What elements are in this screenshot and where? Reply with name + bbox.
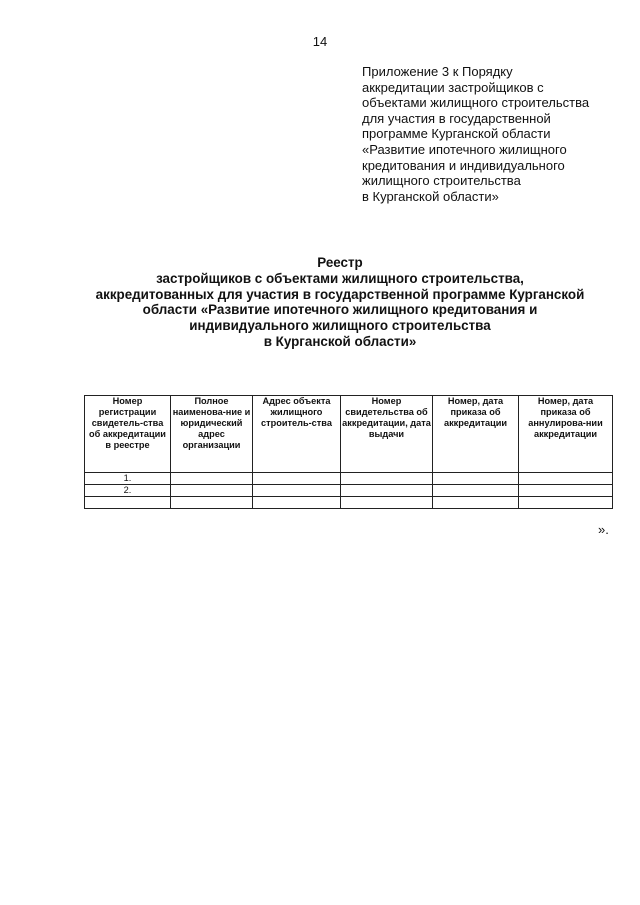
table-cell (433, 485, 519, 497)
title-line: в Курганской области» (263, 333, 417, 349)
title-line: Реестр (317, 255, 363, 270)
appendix-line: жилищного строительства (362, 173, 521, 189)
table-cell (171, 485, 253, 497)
table-cell (253, 473, 341, 485)
appendix-line: в Курганской области» (362, 188, 499, 204)
header-accreditation-order: Номер, дата приказа об аккредитации (433, 396, 519, 473)
closing-quote-mark: ». (598, 522, 609, 537)
table-row (85, 473, 613, 485)
table-cell (341, 473, 433, 485)
table-cell (85, 497, 171, 509)
header-organization-name: Полное наименова-ние и юридический адрес организации (171, 396, 253, 473)
table-row (85, 497, 613, 509)
table-cell (341, 497, 433, 509)
appendix-line: аккредитации застройщиков с (362, 79, 544, 95)
table-cell (171, 497, 253, 509)
title-line: области «Развитие ипотечного жилищного кредитования и (142, 302, 538, 318)
table-header-row (85, 396, 613, 473)
header-annulment-order: Номер, дата приказа об аннулирова-нии аккредитации (519, 396, 613, 473)
registry-title (60, 255, 620, 350)
table-cell (253, 485, 341, 497)
table-cell (341, 485, 433, 497)
appendix-line: «Развитие ипотечного жилищного (362, 141, 567, 157)
title-line: аккредитованных для участия в государственной программе Курганской (95, 286, 585, 302)
registry-table (84, 395, 613, 509)
appendix-note (362, 64, 632, 204)
appendix-line: программе Курганской области (362, 126, 551, 142)
table-cell (253, 497, 341, 509)
table-cell (519, 485, 613, 497)
table-cell: 2. (85, 485, 171, 497)
title-line: индивидуального жилищного строительства (189, 318, 491, 334)
table-cell (433, 473, 519, 485)
appendix-line: объектами жилищного строительства (362, 95, 590, 111)
table-row (85, 485, 613, 497)
table-cell (519, 473, 613, 485)
header-object-address: Адрес объекта жилищного строитель-ства (253, 396, 341, 473)
table-cell (519, 497, 613, 509)
title-line: застройщиков с объектами жилищного строительства, (156, 270, 524, 286)
table-cell (433, 497, 519, 509)
table-cell (171, 473, 253, 485)
table-cell: 1. (85, 473, 171, 485)
appendix-line: Приложение 3 к Порядку (362, 64, 513, 79)
appendix-line: для участия в государственной (362, 110, 551, 126)
header-certificate-number: Номер свидетельства об аккредитации, дата выдачи (341, 396, 433, 473)
page-number: 14 (312, 34, 328, 49)
header-registration-number: Номер регистрации свидетель-ства об аккредитации в реестре (85, 396, 171, 473)
appendix-line: кредитования и индивидуального (362, 157, 565, 173)
